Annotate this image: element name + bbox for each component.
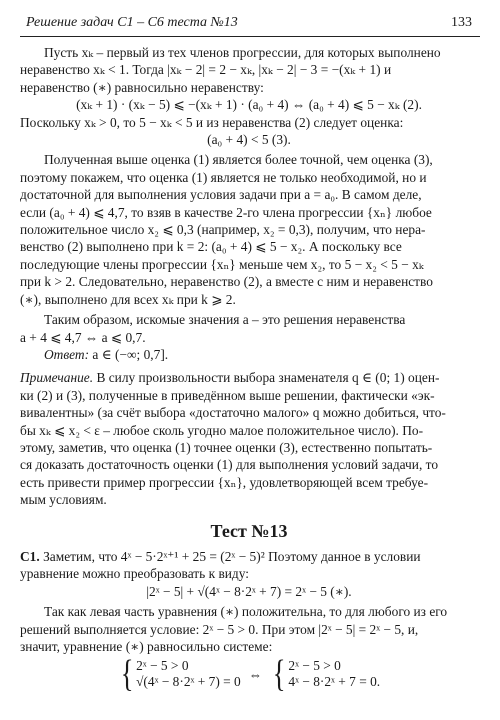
paragraph-line: значит, уравнение (∗) равносильно системе: bbox=[20, 639, 273, 654]
paragraph-line: последующие члены прогрессии {xₙ} меньше чем x₂, то 5 − x₂ < 5 − xₖ bbox=[20, 256, 424, 272]
system-left bbox=[136, 658, 241, 690]
equation-3: (a₀ + 4) < 5 (3). bbox=[207, 132, 291, 148]
page-body bbox=[20, 44, 478, 696]
paragraph-line: есть привести пример прогрессии {xₙ}, удовлетворяющей всем требуе- bbox=[20, 474, 429, 490]
note-text: В силу произвольности выбора знаменателя q ∈ (0; 1) оцен- bbox=[93, 370, 440, 386]
header-title: Решение задач С1 – С6 теста №13 bbox=[26, 15, 238, 30]
paragraph-line: Таким образом, искомые значения a – это решения неравенства bbox=[44, 312, 406, 328]
system-line: 2ˣ − 5 > 0 bbox=[288, 658, 341, 674]
paragraph-line: решений выполняется условие: 2ˣ − 5 > 0. При этом |2ˣ − 5| = 2ˣ − 5, и, bbox=[20, 621, 419, 637]
paragraph-line: достаточной для выполнения условия задачи при a = a₀. В самом деле, bbox=[20, 187, 422, 203]
answer-label: Ответ: bbox=[44, 346, 90, 362]
paragraph-line: бы xₖ ⩽ x₂ < ε – любое сколь угодно малое положительное число). По- bbox=[20, 422, 424, 438]
c1-line bbox=[20, 548, 478, 565]
paragraph-line: (∗), выполнено для всех xₖ при k ⩾ 2. bbox=[20, 291, 236, 307]
paragraph-line: ся доказать достаточность оценки (1) для выполнения условий задачи, то bbox=[20, 457, 439, 473]
left-brace-icon: { bbox=[272, 653, 286, 696]
paragraph-line: венство (2) выполнено при k = 2: (a₀ + 4) ⩽ 5 − x₂. А поскольку все bbox=[20, 239, 402, 255]
equation-2: (xₖ + 1) · (xₖ − 5) ⩽ −(xₖ + 1) · (a₀ + 4) ⇔ (a₀ + 4) ⩽ 5 − xₖ (2). bbox=[76, 97, 422, 113]
paragraph-line: неравенство (∗) равносильно неравенству: bbox=[20, 79, 264, 95]
paragraph-line: мым условиям. bbox=[20, 492, 107, 508]
paragraph-line: Поскольку xₖ > 0, то 5 − xₖ < 5 и из неравенства (2) следует оценка: bbox=[20, 114, 404, 130]
paragraph-line: неравенство xₖ < 1. Тогда |xₖ − 2| = 2 − xₖ, |xₖ − 2| − 3 = −(xₖ + 1) и bbox=[20, 62, 392, 78]
note-line bbox=[20, 369, 478, 386]
paragraph-line: этому, заметив, что оценка (1) точнее оценки (3), естественно попытать- bbox=[20, 439, 433, 455]
system-right bbox=[288, 658, 380, 690]
system-line: 4ˣ − 8·2ˣ + 7 = 0. bbox=[288, 674, 381, 690]
paragraph-line: Пусть xₖ – первый из тех членов прогрессии, для которых выполнено bbox=[44, 45, 441, 60]
running-header bbox=[20, 12, 480, 37]
answer-line bbox=[20, 346, 478, 363]
paragraph-line: поэтому покажем, что оценка (1) является не только необходимой, но и bbox=[20, 169, 427, 185]
note-label: Примечание. bbox=[20, 370, 94, 386]
system-line: 2ˣ − 5 > 0 bbox=[136, 658, 189, 674]
paragraph-line: уравнение можно преобразовать к виду: bbox=[20, 566, 249, 582]
left-brace-icon: { bbox=[120, 653, 134, 696]
c1-label: С1. bbox=[20, 548, 40, 564]
system-line: √(4ˣ − 8·2ˣ + 7) = 0 bbox=[136, 674, 241, 690]
paragraph-line: Полученная выше оценка (1) является более точной, чем оценка (3), bbox=[44, 152, 433, 168]
paragraph-line: a + 4 ⩽ 4,7 ⇔ a ⩽ 0,7. bbox=[20, 329, 146, 345]
paragraph-line: ки (2) и (3), полученные в приведённом выше решении, фактически «эк- bbox=[20, 387, 435, 403]
paragraph-line: если (a₀ + 4) ⩽ 4,7, то взяв в качестве 2-го члена прогрессии {xₙ} любое bbox=[20, 204, 432, 220]
equation-star: |2ˣ − 5| + √(4ˣ − 8·2ˣ + 7) = 2ˣ − 5 (∗). bbox=[146, 583, 352, 599]
page-number: 133 bbox=[451, 15, 472, 30]
equivalence-sign: ⇔ bbox=[248, 666, 263, 682]
paragraph-line: при k > 2. Следовательно, неравенство (2), а вместе с ним и неравенство bbox=[20, 274, 433, 290]
c1-text: Заметим, что 4ˣ − 5·2ˣ⁺¹ + 25 = (2ˣ − 5)² Поэтому данное в условии bbox=[39, 548, 421, 564]
answer-text: a ∈ (−∞; 0,7]. bbox=[89, 346, 169, 362]
paragraph-line: положительное число x₂ ⩽ 0,3 (например, x₂ = 0,3), получим, что нера- bbox=[20, 222, 426, 238]
paragraph-line: вивалентны» (за счёт выбора «достаточно малого» q можно добиться, что- bbox=[20, 405, 446, 421]
equation-system bbox=[20, 653, 478, 696]
paragraph-line: Так как левая часть уравнения (∗) положительна, то для любого из его bbox=[44, 604, 448, 620]
section-heading: Тест №13 bbox=[210, 520, 288, 541]
